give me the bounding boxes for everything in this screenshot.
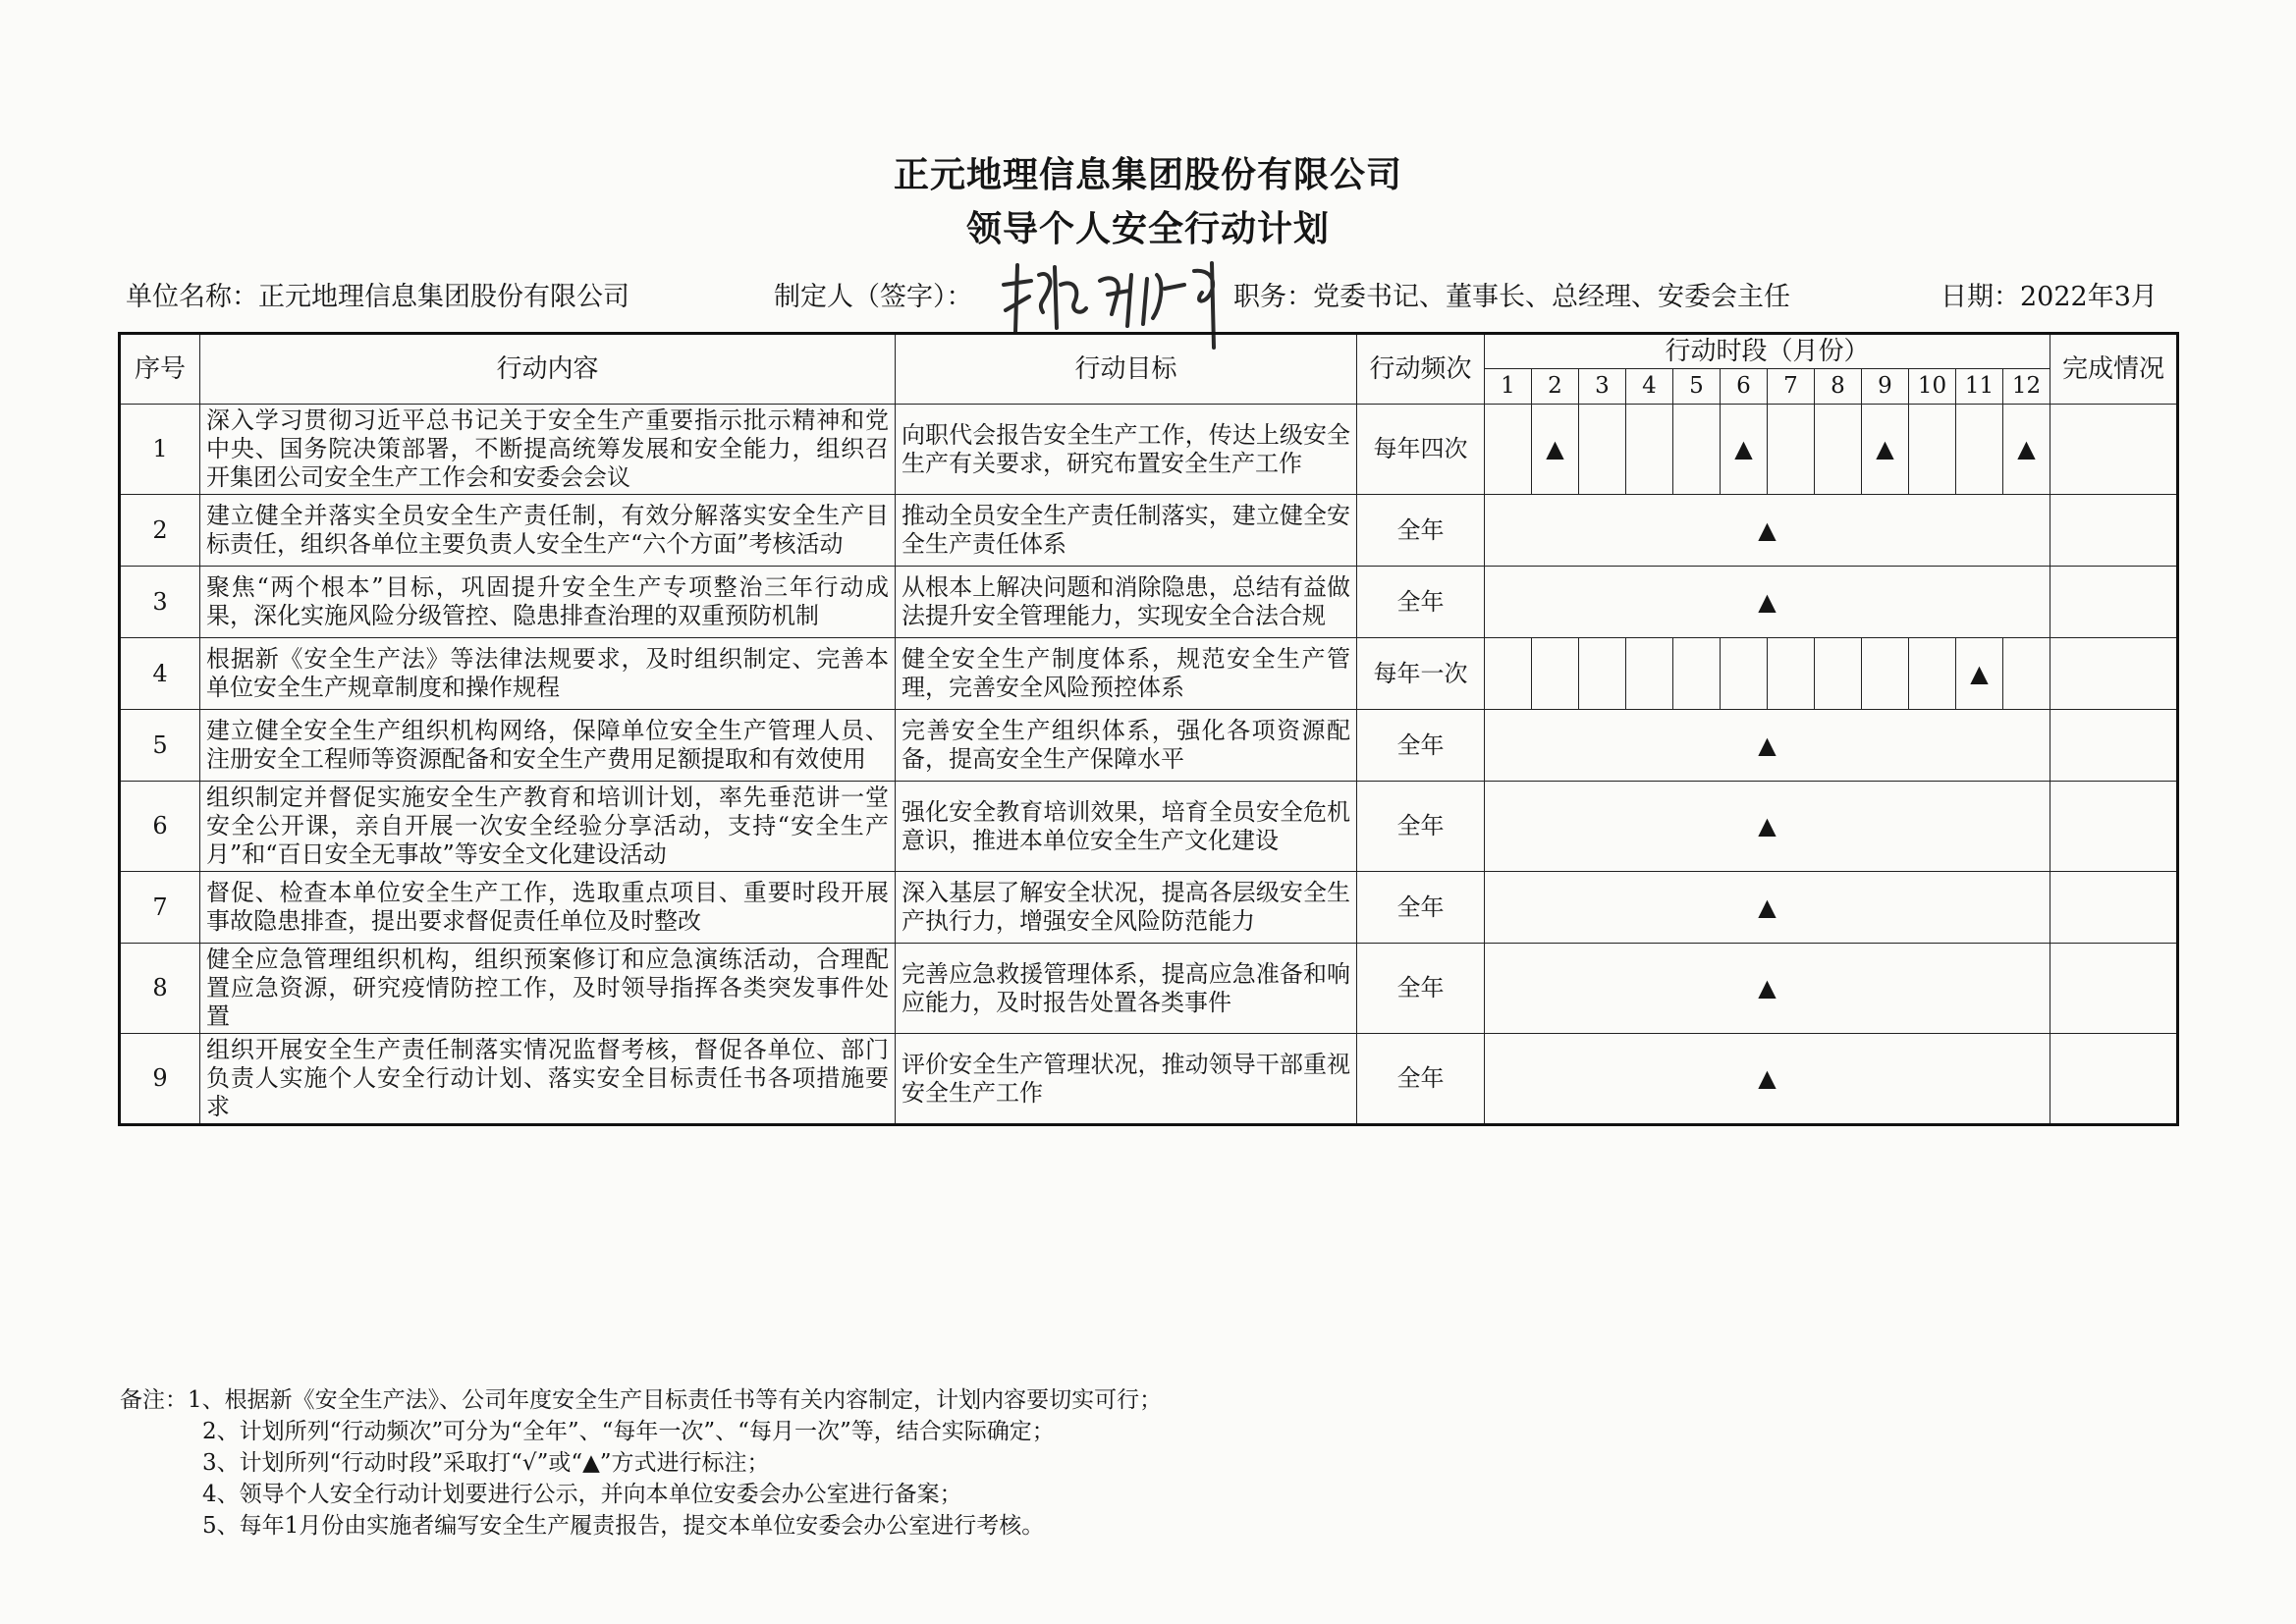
row-seq: 1 [120, 405, 200, 495]
table-row [120, 944, 2178, 1034]
maker-label: 制定人（签字）： [774, 282, 973, 312]
row-status [2050, 872, 2178, 944]
row-period-mark: ▲ [1862, 405, 1909, 495]
row-goal: 推动全员安全生产责任制落实，建立健全安全生产责任体系 [896, 495, 1357, 567]
row-status [2050, 495, 2178, 567]
header-seq: 序号 [120, 334, 200, 405]
row-frequency: 全年 [1357, 872, 1485, 944]
table-row [120, 495, 2178, 567]
note-line: 3、计划所列“行动时段”采取打“√”或“▲”方式进行标注； [202, 1450, 770, 1476]
month-header: 4 [1626, 369, 1673, 405]
row-period-mark: ▲ [1532, 405, 1579, 495]
row-goal: 向职代会报告安全生产工作，传达上级安全生产有关要求，研究布置安全生产工作 [896, 405, 1357, 495]
row-period-mark: ▲ [1485, 567, 2050, 638]
row-period-mark: ▲ [1485, 1034, 2050, 1125]
header-frequency: 行动频次 [1357, 334, 1485, 405]
row-status [2050, 710, 2178, 782]
row-seq: 2 [120, 495, 200, 567]
row-goal: 深入基层了解安全状况，提高各层级安全生产执行力，增强安全风险防范能力 [896, 872, 1357, 944]
date: 日期：2022年3月 [1941, 282, 2158, 312]
header-period: 行动时段（月份） [1485, 334, 2050, 369]
row-frequency: 每年四次 [1357, 405, 1485, 495]
row-month-cell [1626, 638, 1673, 710]
row-period-mark: ▲ [1485, 710, 2050, 782]
row-goal: 强化安全教育培训效果，培育全员安全危机意识，推进本单位安全生产文化建设 [896, 782, 1357, 872]
row-month-cell [2003, 638, 2050, 710]
row-content: 组织开展安全生产责任制落实情况监督考核，督促各单位、部门负责人实施个人安全行动计划、落实安全目标责任书各项措施要求 [200, 1034, 896, 1125]
table-row [120, 710, 2178, 782]
company-title: 正元地理信息集团股份有限公司 [893, 155, 1402, 195]
note-line: 2、计划所列“行动频次”可分为“全年”、“每年一次”、“每月一次”等，结合实际确定； [202, 1419, 1055, 1444]
row-month-cell [1909, 405, 1956, 495]
row-content: 督促、检查本单位安全生产工作，选取重点项目、重要时段开展事故隐患排查，提出要求督促责任单位及时整改 [200, 872, 896, 944]
row-frequency: 全年 [1357, 710, 1485, 782]
row-period-mark: ▲ [1956, 638, 2003, 710]
month-header: 2 [1532, 369, 1579, 405]
row-content: 根据新《安全生产法》等法律法规要求，及时组织制定、完善本单位安全生产规章制度和操作规程 [200, 638, 896, 710]
row-month-cell [1721, 638, 1768, 710]
row-month-cell [1673, 638, 1721, 710]
row-month-cell [1626, 405, 1673, 495]
row-period-mark: ▲ [1485, 782, 2050, 872]
row-goal: 评价安全生产管理状况，推动领导干部重视安全生产工作 [896, 1034, 1357, 1125]
table-row [120, 782, 2178, 872]
row-status [2050, 405, 2178, 495]
row-month-cell [1909, 638, 1956, 710]
row-period-mark: ▲ [1485, 872, 2050, 944]
note-line: 5、每年1月份由实施者编写安全生产履责报告，提交本单位安委会办公室进行考核。 [202, 1513, 1045, 1539]
table-row [120, 405, 2178, 495]
row-status [2050, 638, 2178, 710]
note-line: 4、领导个人安全行动计划要进行公示，并向本单位安委会办公室进行备案； [202, 1482, 962, 1507]
header-content: 行动内容 [200, 334, 896, 405]
table-row [120, 638, 2178, 710]
row-goal: 健全安全生产制度体系，规范安全生产管理，完善安全风险预控体系 [896, 638, 1357, 710]
row-status [2050, 567, 2178, 638]
row-seq: 3 [120, 567, 200, 638]
row-content: 健全应急管理组织机构，组织预案修订和应急演练活动，合理配置应急资源，研究疫情防控工作，及时领导指挥各类突发事件处置 [200, 944, 896, 1034]
row-seq: 9 [120, 1034, 200, 1125]
row-frequency: 每年一次 [1357, 638, 1485, 710]
row-month-cell [1768, 638, 1815, 710]
row-goal: 从根本上解决问题和消除隐患，总结有益做法提升安全管理能力，实现安全合法合规 [896, 567, 1357, 638]
row-month-cell [1485, 638, 1532, 710]
header-goal: 行动目标 [896, 334, 1357, 405]
row-status [2050, 782, 2178, 872]
row-month-cell [1768, 405, 1815, 495]
unit-name: 单位名称：正元地理信息集团股份有限公司 [126, 282, 629, 312]
action-plan-table [118, 332, 2179, 1126]
month-header: 8 [1815, 369, 1862, 405]
row-period-mark: ▲ [1485, 944, 2050, 1034]
month-header: 10 [1909, 369, 1956, 405]
row-frequency: 全年 [1357, 495, 1485, 567]
row-status [2050, 944, 2178, 1034]
row-content: 建立健全安全生产组织机构网络，保障单位安全生产管理人员、注册安全工程师等资源配备和安全生产费用足额提取和有效使用 [200, 710, 896, 782]
row-month-cell [1673, 405, 1721, 495]
month-header: 11 [1956, 369, 2003, 405]
row-frequency: 全年 [1357, 944, 1485, 1034]
row-goal: 完善安全生产组织体系，强化各项资源配备，提高安全生产保障水平 [896, 710, 1357, 782]
row-month-cell [1815, 405, 1862, 495]
notes [120, 1384, 1162, 1542]
row-period-mark: ▲ [1721, 405, 1768, 495]
document-title: 领导个人安全行动计划 [965, 209, 1330, 249]
row-period-mark: ▲ [1485, 495, 2050, 567]
row-content: 深入学习贯彻习近平总书记关于安全生产重要指示批示精神和党中央、国务院决策部署，不断提高统筹发展和安全能力，组织召开集团公司安全生产工作会和安委会会议 [200, 405, 896, 495]
note-line: 备注：1、根据新《安全生产法》、公司年度安全生产目标责任书等有关内容制定，计划内容要切实可行； [120, 1387, 1163, 1413]
month-header: 7 [1768, 369, 1815, 405]
row-status [2050, 1034, 2178, 1125]
row-month-cell [1579, 638, 1626, 710]
row-month-cell [1485, 405, 1532, 495]
row-month-cell [1815, 638, 1862, 710]
table-row [120, 872, 2178, 944]
row-month-cell [1579, 405, 1626, 495]
row-frequency: 全年 [1357, 1034, 1485, 1125]
table-row [120, 567, 2178, 638]
row-period-mark: ▲ [2003, 405, 2050, 495]
row-goal: 完善应急救援管理体系，提高应急准备和响应能力，及时报告处置各类事件 [896, 944, 1357, 1034]
month-header: 9 [1862, 369, 1909, 405]
month-header: 5 [1673, 369, 1721, 405]
position: 职务：党委书记、董事长、总经理、安委会主任 [1233, 282, 1790, 312]
row-month-cell [1862, 638, 1909, 710]
row-month-cell [1532, 638, 1579, 710]
row-content: 聚焦“两个根本”目标，巩固提升安全生产专项整治三年行动成果，深化实施风险分级管控、隐患排查治理的双重预防机制 [200, 567, 896, 638]
month-header: 12 [2003, 369, 2050, 405]
header-status: 完成情况 [2050, 334, 2178, 405]
month-header: 3 [1579, 369, 1626, 405]
row-frequency: 全年 [1357, 782, 1485, 872]
row-month-cell [1956, 405, 2003, 495]
row-content: 建立健全并落实全员安全生产责任制，有效分解落实安全生产目标责任，组织各单位主要负责人安全生产“六个方面”考核活动 [200, 495, 896, 567]
row-content: 组织制定并督促实施安全生产教育和培训计划，率先垂范讲一堂安全公开课，亲自开展一次安全经验分享活动，支持“安全生产月”和“百日安全无事故”等安全文化建设活动 [200, 782, 896, 872]
table-row [120, 1034, 2178, 1125]
month-header: 6 [1721, 369, 1768, 405]
row-seq: 4 [120, 638, 200, 710]
row-frequency: 全年 [1357, 567, 1485, 638]
row-seq: 5 [120, 710, 200, 782]
row-seq: 6 [120, 782, 200, 872]
row-seq: 7 [120, 872, 200, 944]
month-header: 1 [1485, 369, 1532, 405]
row-seq: 8 [120, 944, 200, 1034]
